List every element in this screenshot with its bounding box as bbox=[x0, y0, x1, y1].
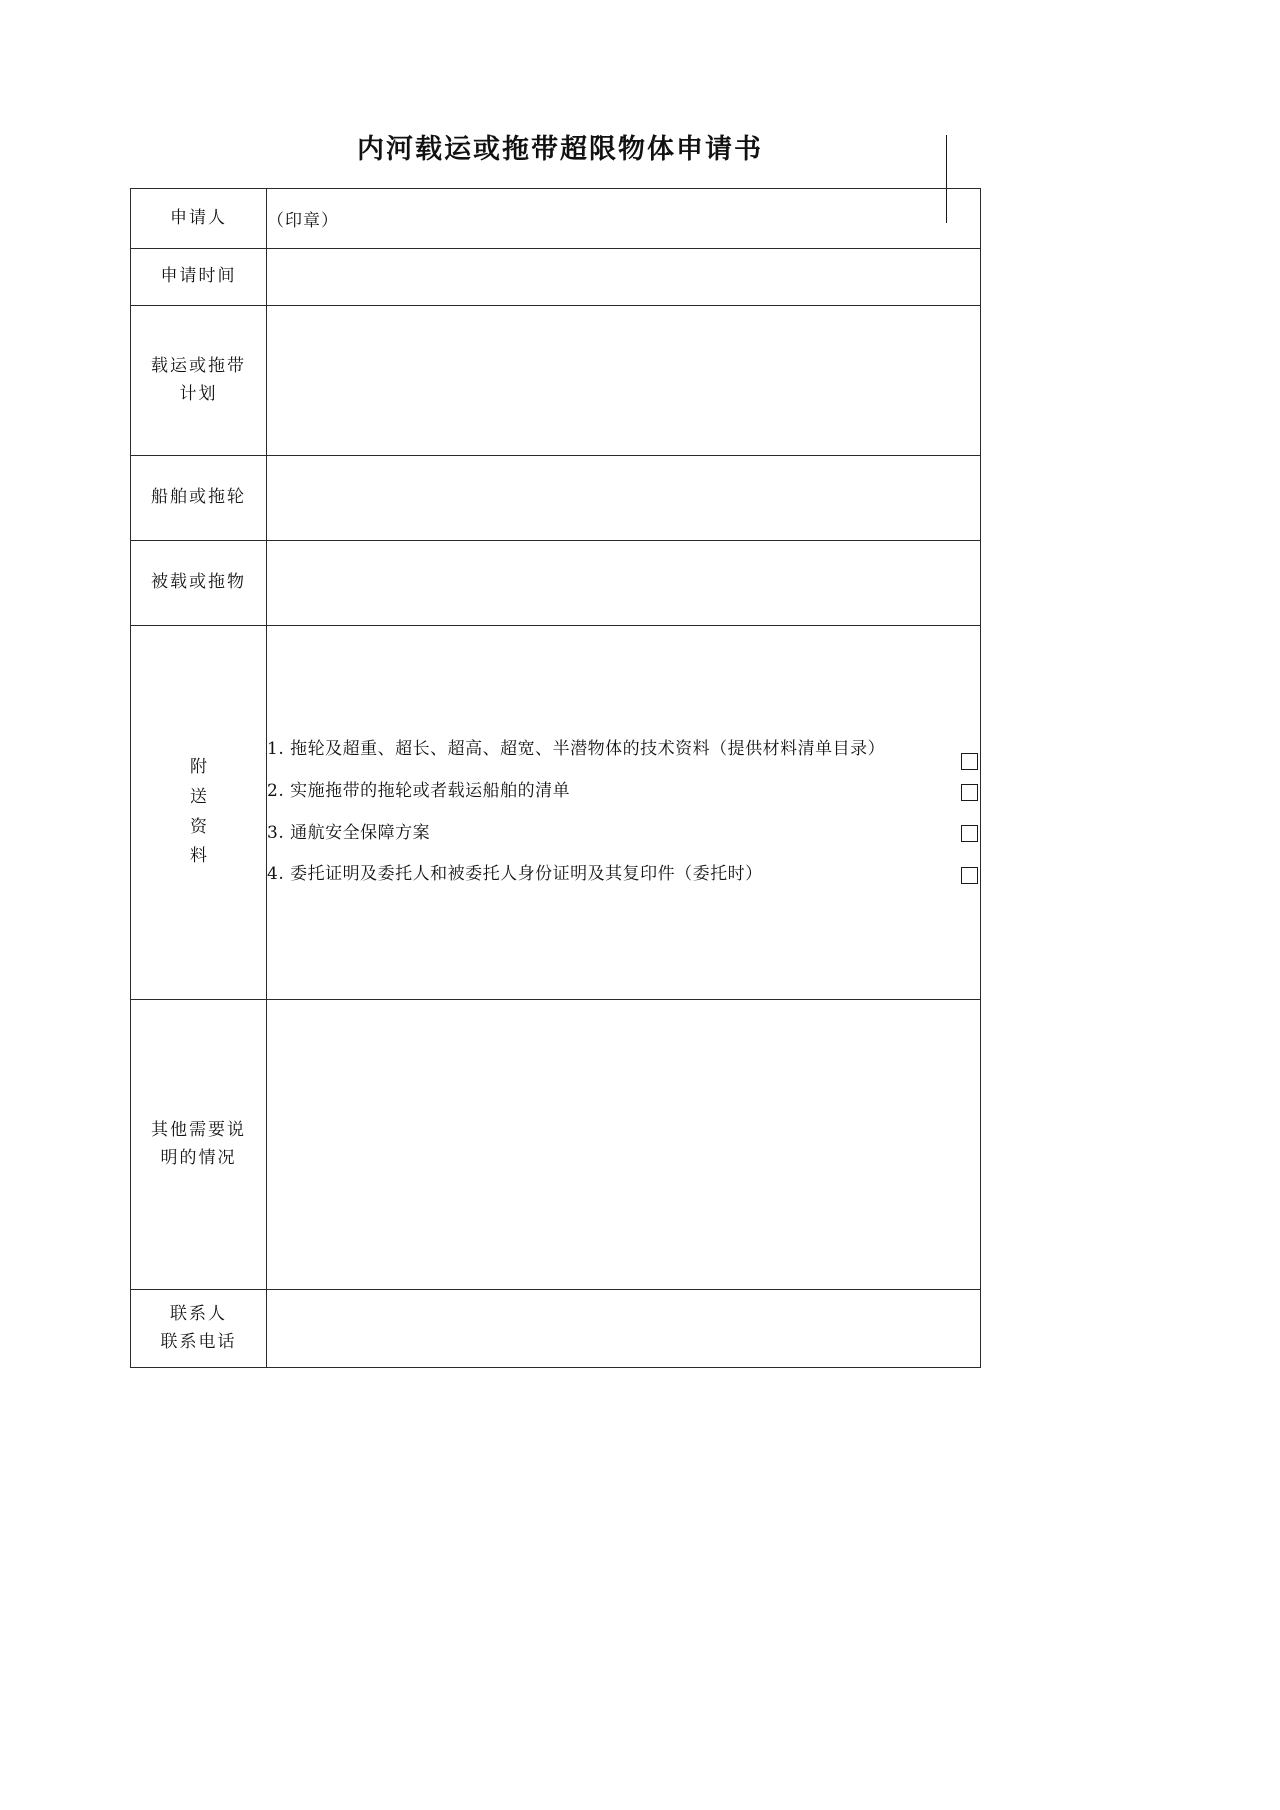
label-other-notes: 其他需要说 明的情况 bbox=[131, 1000, 267, 1290]
table-row-contact bbox=[131, 1290, 981, 1368]
field-application-time[interactable] bbox=[267, 249, 981, 306]
table-row-transport-plan bbox=[131, 306, 981, 456]
label-contact: 联系人 联系电话 bbox=[131, 1290, 267, 1368]
field-carried-or-towed-object[interactable] bbox=[267, 541, 981, 626]
checkbox-attachment-2[interactable] bbox=[961, 784, 978, 801]
application-form-table bbox=[130, 188, 981, 1368]
table-row-carried-or-towed-object bbox=[131, 541, 981, 626]
list-item bbox=[267, 813, 980, 855]
title-block bbox=[130, 130, 990, 171]
label-carried-or-towed-object: 被载或拖物 bbox=[131, 541, 267, 626]
checkbox-attachment-4[interactable] bbox=[961, 867, 978, 884]
table-row-attachments bbox=[131, 626, 981, 1000]
checkbox-attachment-1[interactable] bbox=[961, 753, 978, 770]
table-row-applicant bbox=[131, 189, 981, 249]
label-transport-plan: 载运或拖带 计划 bbox=[131, 306, 267, 456]
field-vessel-or-tug[interactable] bbox=[267, 456, 981, 541]
attachments-cell bbox=[267, 626, 981, 1000]
table-row-vessel-or-tug bbox=[131, 456, 981, 541]
label-vessel-or-tug: 船舶或拖轮 bbox=[131, 456, 267, 541]
field-applicant-seal[interactable]: （印章） bbox=[267, 189, 981, 249]
field-transport-plan[interactable] bbox=[267, 306, 981, 456]
checkbox-attachment-3[interactable] bbox=[961, 825, 978, 842]
table-row-other-notes bbox=[131, 1000, 981, 1290]
attachment-label-2: 2. 实施拖带的拖轮或者载运船舶的清单 bbox=[267, 780, 571, 801]
label-application-time: 申请时间 bbox=[131, 249, 267, 306]
list-item bbox=[267, 854, 980, 896]
page-title: 内河载运或拖带超限物体申请书 bbox=[357, 134, 763, 165]
label-attachments: 附 送 资 料 bbox=[131, 626, 267, 1000]
attachment-label-1: 1. 拖轮及超重、超长、超高、超宽、半潜物体的技术资料（提供材料清单目录） bbox=[267, 739, 886, 760]
attachment-label-3: 3. 通航安全保障方案 bbox=[267, 822, 431, 843]
list-item bbox=[267, 771, 980, 813]
table-row-application-time bbox=[131, 249, 981, 306]
attachment-label-4: 4. 委托证明及委托人和被委托人身份证明及其复印件（委托时） bbox=[267, 864, 763, 885]
field-contact[interactable] bbox=[267, 1290, 981, 1368]
label-applicant: 申请人 bbox=[131, 189, 267, 249]
attachment-list bbox=[267, 729, 980, 896]
list-item bbox=[267, 729, 980, 771]
field-other-notes[interactable] bbox=[267, 1000, 981, 1290]
